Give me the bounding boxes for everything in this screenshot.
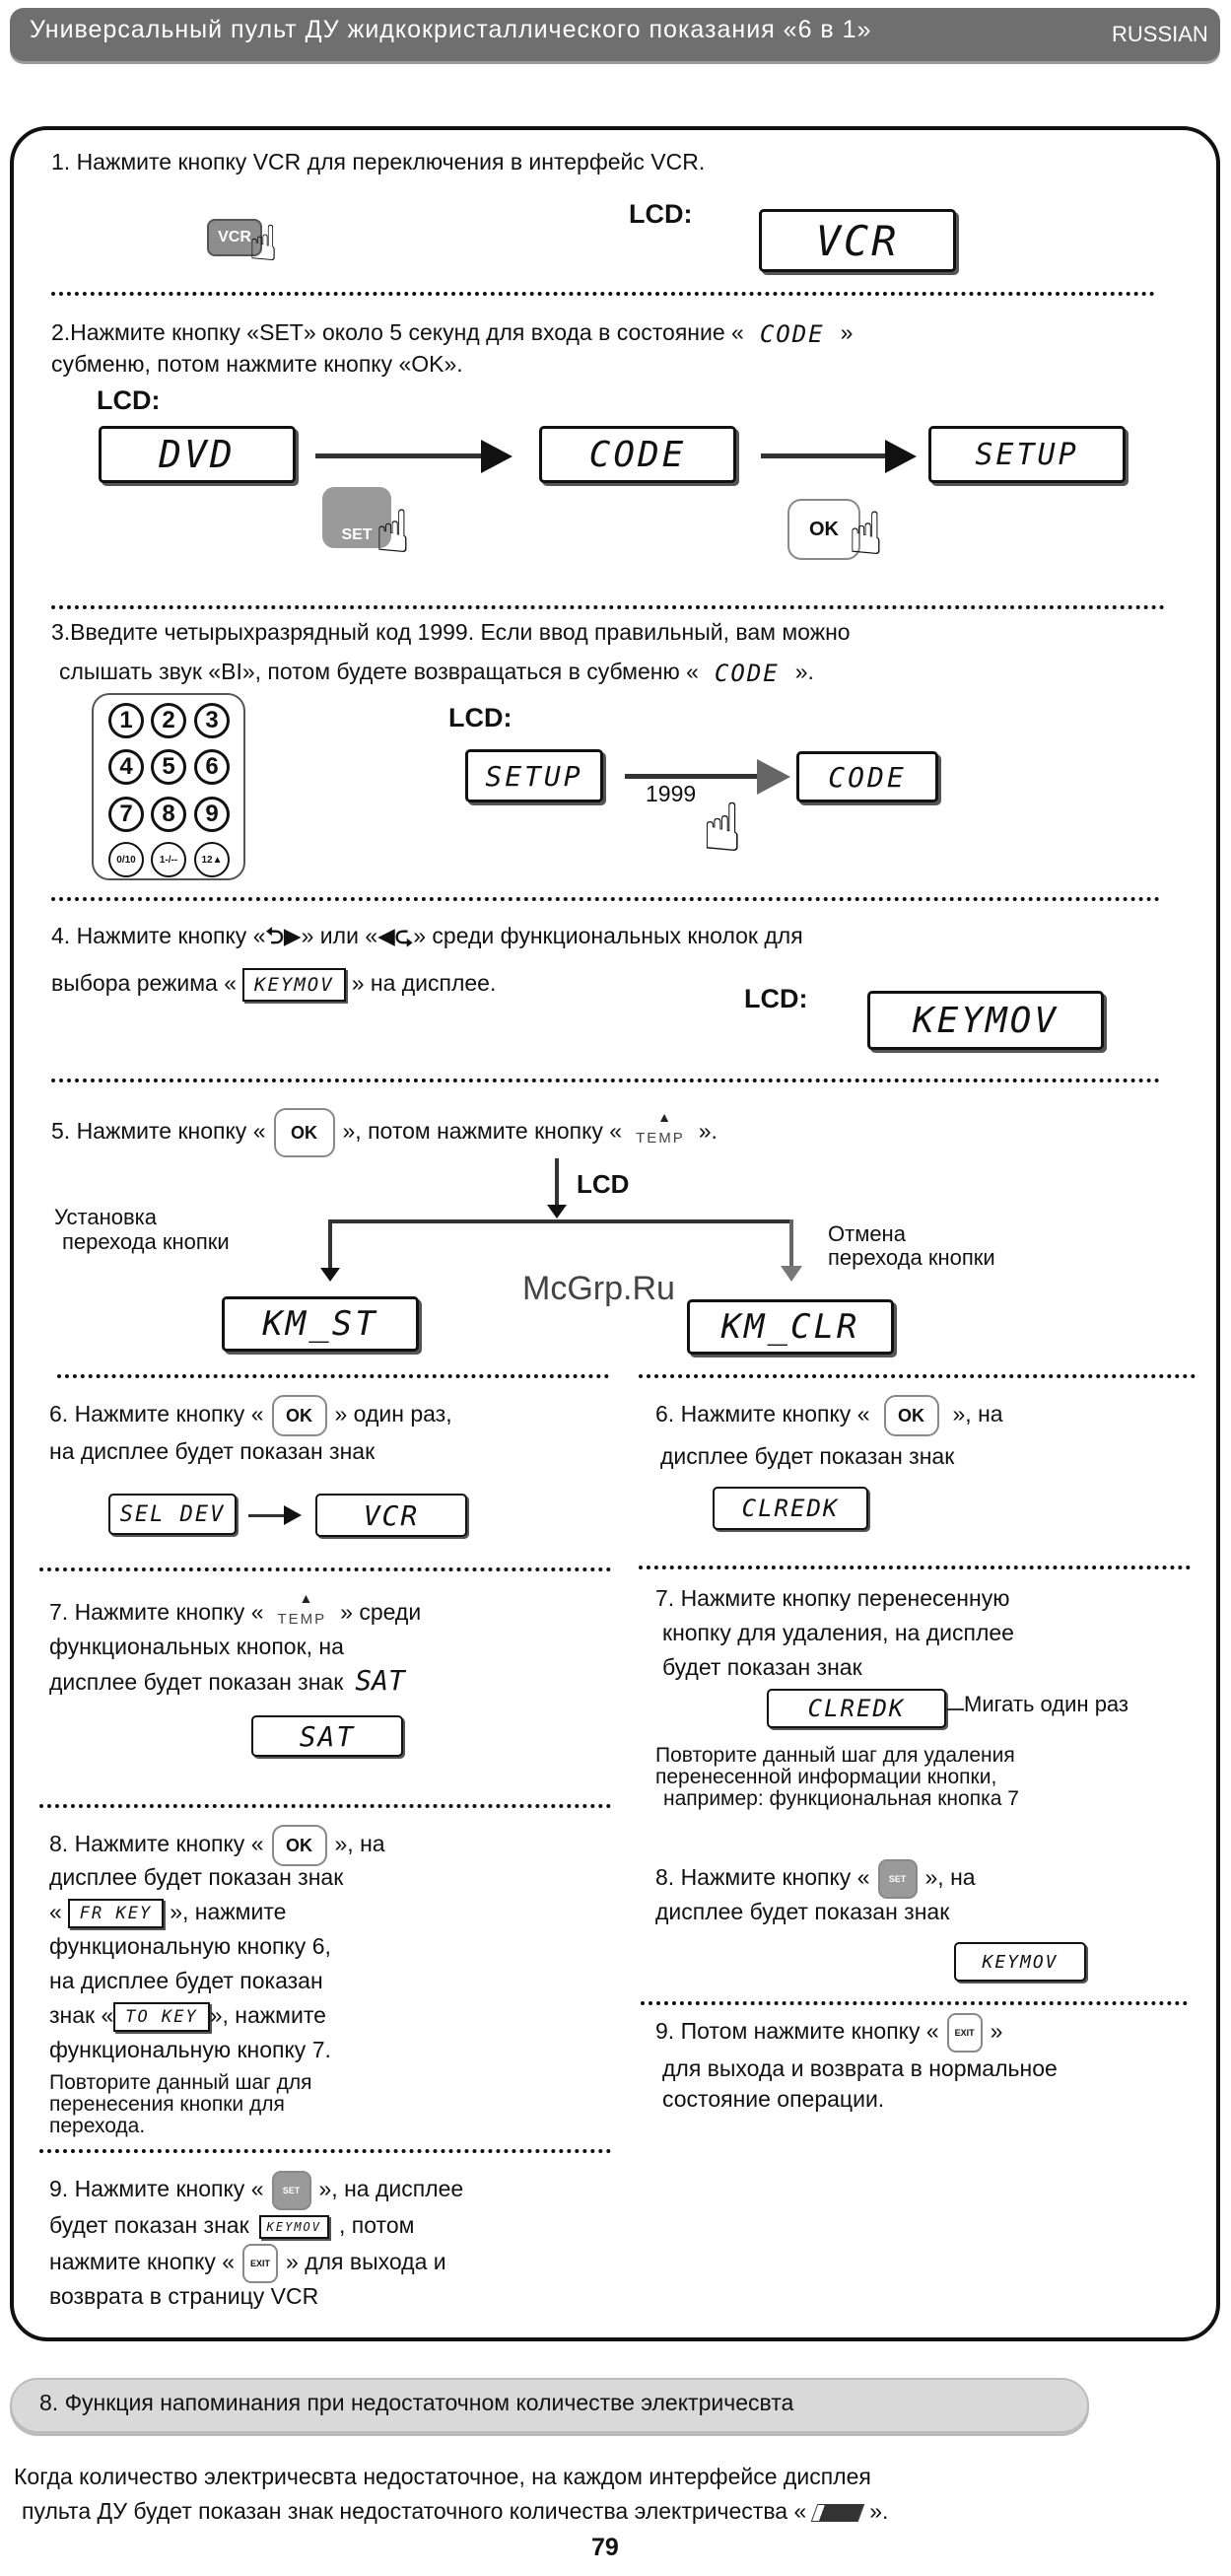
divider [51, 897, 1160, 901]
keypad-key-6: 6 [194, 749, 230, 785]
temp-button: ▲ TEMP [636, 1112, 685, 1165]
code-lcd-inline: CODE [759, 319, 825, 348]
left-step9-line2: будет показан знак KEYMOV , потом [49, 2212, 415, 2238]
lcd-display: SETUP [928, 426, 1126, 483]
right-step7-note: Повторите данный шаг для удаления перенесенной информации кнопки, например: функциональная кнопка 7 [655, 1744, 1019, 1810]
step5-text: 5. Нажмите кнопку « OK », потом нажмите кнопку «▲ TEMP ». [51, 1104, 718, 1159]
step3-line2: слышать звук «BI», потом будете возвращаться в субменю « CODE ». [59, 655, 814, 690]
divider [39, 1567, 611, 1571]
page-number: 79 [591, 2534, 619, 2561]
arrow-line [315, 453, 488, 458]
to-key-lcd: TO KEY [113, 2002, 209, 2032]
branch-right-label: Отмена перехода кнопки [828, 1221, 995, 1270]
lcd-display: SETUP [465, 749, 603, 802]
hand-icon: ☝ [848, 501, 884, 567]
step2-line1: 2.Нажмите кнопку «SET» около 5 секунд для входа в состояние « CODE » [51, 315, 853, 351]
left-step7-line3: дисплее будет показан знак SAT [49, 1664, 405, 1697]
left-step9-line1: 9. Нажмите кнопку « SET », на дисплее [49, 2167, 463, 2210]
temp-button: ▲ TEMP [278, 1603, 327, 1636]
divider [39, 2149, 611, 2153]
exit-button: EXIT [947, 2013, 983, 2053]
lcd-display: CODE [796, 751, 938, 802]
branch-line [328, 1219, 332, 1271]
keypad-key-10: 0/10 [108, 842, 144, 877]
lcd-display: KM_CLR [687, 1299, 894, 1355]
keypad-key-11: 1-/-- [151, 842, 186, 877]
function-arrow-icon: ◀⮎ [377, 923, 414, 948]
set-button: SET [272, 2171, 311, 2210]
ok-button: OK [272, 1395, 327, 1436]
keypad-key-5: 5 [151, 749, 186, 785]
arrow-head [781, 1266, 802, 1282]
ok-button: OK [274, 1108, 335, 1157]
keypad-key-8: 8 [151, 797, 186, 832]
blink-label: Мигать один раз [964, 1692, 1129, 1716]
arrow-line [555, 1158, 559, 1208]
branch-line [328, 1219, 793, 1223]
right-step7-line3: будет показан знак [662, 1654, 862, 1680]
divider [51, 605, 1165, 609]
arrow-head [757, 759, 790, 795]
arrow-line [625, 774, 763, 779]
arrow-head [547, 1205, 567, 1218]
branch-left-label: Установка перехода кнопки [54, 1205, 230, 1254]
right-step9-line2: для выхода и возврата в нормальное [662, 2055, 1058, 2081]
set-button-label: SET [341, 526, 373, 543]
mode-lcd-inline: KEYMOV [242, 968, 346, 1002]
lcd-label: LCD: [629, 199, 693, 229]
ok-button: OK [884, 1395, 939, 1436]
function-arrow-icon: ⮌▶ [265, 923, 302, 948]
hand-icon: ☝ [702, 791, 743, 866]
left-step8-line5: на дисплее будет показан [49, 1968, 323, 1993]
lcd-label: LCD [577, 1169, 630, 1199]
left-step7-line1: 7. Нажмите кнопку «▲ TEMP » среди [49, 1595, 421, 1631]
section8-title: 8. Функция напоминания при недостаточном количестве электричесвта [39, 2390, 794, 2415]
right-step9-line3: состояние операции. [662, 2086, 885, 2112]
battery-low-icon [811, 2504, 865, 2522]
right-step6-line1: 6. Нажмите кнопку « OK », на [655, 1392, 1003, 1436]
left-step8-line6: знак « TO KEY », нажмите [49, 1998, 326, 2032]
right-step7-line2: кнопку для удаления, на дисплее [662, 1620, 1014, 1645]
keypad-key-1: 1 [108, 703, 144, 738]
section8-para1: Когда количество электричесвта недостаточное, на каждом интерфейсе дисплея [14, 2464, 871, 2489]
keypad-key-9: 9 [194, 797, 230, 832]
divider [39, 1804, 611, 1808]
divider [57, 1374, 609, 1378]
lcd-label: LCD: [448, 703, 513, 732]
step3-line1: 3.Введите четырыхразрядный код 1999. Если ввод правильный, вам можно [51, 619, 851, 645]
arrow-line [761, 453, 889, 458]
left-step8-line3: « FR KEY », нажмите [49, 1895, 286, 1928]
right-step8-line1: 8. Нажмите кнопку « SET », на [655, 1855, 976, 1899]
vcr-button-label: VCR [218, 229, 251, 245]
step2-line2: субменю, потом нажмите кнопку «OK». [51, 351, 463, 377]
arrow-head [284, 1505, 302, 1525]
left-step9-line4: возврата в страницу VCR [49, 2283, 319, 2309]
keymov-lcd: KEYMOV [259, 2215, 329, 2239]
fr-key-lcd: FR KEY [68, 1899, 164, 1928]
code-lcd-inline: CODE [714, 659, 780, 687]
ok-button-label: OK [809, 518, 839, 540]
step1-text: 1. Нажмите кнопку VCR для переключения в интерфейс VCR. [51, 149, 706, 174]
divider [51, 1079, 1160, 1082]
left-step8-line2: дисплее будет показан знак [49, 1864, 344, 1890]
arrow-head [885, 440, 917, 473]
lcd-display: VCR [315, 1494, 467, 1537]
divider [639, 1566, 1191, 1569]
keypad-key-7: 7 [108, 797, 144, 832]
left-step8-line1: 8. Нажмите кнопку « OK », на [49, 1822, 385, 1866]
lcd-label: LCD: [744, 984, 808, 1013]
right-step9-line1: 9. Потом нажмите кнопку « EXIT » [655, 2009, 1002, 2053]
entered-code: 1999 [646, 781, 697, 806]
lcd-display: KEYMOV [867, 991, 1104, 1050]
keypad-key-4: 4 [108, 749, 144, 785]
lcd-label: LCD: [97, 385, 161, 415]
keypad-key-3: 3 [194, 703, 230, 738]
lcd-display: KM_ST [222, 1296, 419, 1352]
lcd-display: CLREDK [767, 1689, 946, 1728]
divider [639, 1374, 1196, 1378]
divider [51, 292, 1155, 296]
lcd-display: SEL DEV [108, 1494, 237, 1535]
left-step7-line2: функциональных кнопок, на [49, 1634, 344, 1659]
lcd-display: KEYMOV [954, 1942, 1086, 1982]
section8-para2: пульта ДУ будет показан знак недостаточного количества электричества « ». [22, 2498, 889, 2524]
left-step6-line1: 6. Нажмите кнопку « OK » один раз, [49, 1392, 452, 1436]
keypad-key-2: 2 [151, 703, 186, 738]
step4-line1: 4. Нажмите кнопку «⮌▶» или «◀⮎» среди функциональных кнолок для [51, 923, 803, 948]
left-step6-line2: на дисплее будет показан знак [49, 1438, 376, 1464]
divider [641, 2001, 1188, 2005]
ok-button: OK [272, 1825, 327, 1866]
lcd-display: SAT [251, 1715, 403, 1757]
arrow-line [248, 1514, 286, 1517]
hand-icon: ☝ [248, 216, 279, 271]
hand-icon: ☝ [375, 499, 411, 565]
arrow-head [320, 1268, 340, 1282]
header-title: Универсальный пульт ДУ жидкокристаллического показания «6 в 1» [30, 16, 872, 43]
header-lang: RUSSIAN [1112, 22, 1208, 46]
right-step6-line2: дисплее будет показан знак [660, 1443, 955, 1469]
lcd-display: VCR [759, 209, 956, 272]
left-step8-line7: функциональную кнопку 7. [49, 2037, 331, 2062]
sat-symbol: SAT [355, 1664, 405, 1697]
branch-line [789, 1219, 793, 1269]
exit-button: EXIT [242, 2244, 278, 2283]
lcd-display: DVD [99, 426, 296, 483]
step4-line2: выбора режима « KEYMOV » на дисплее. [51, 966, 496, 1002]
lcd-display: CODE [539, 426, 736, 483]
watermark: McGrp.Ru [522, 1270, 675, 1307]
left-step8-note: Повторите данный шаг для перенесения кнопки для перехода. [49, 2071, 312, 2137]
keypad-key-12: 12▲ [194, 842, 230, 877]
right-step8-line2: дисплее будет показан знак [655, 1899, 950, 1924]
left-step9-line3: нажмите кнопку « EXIT » для выхода и [49, 2240, 446, 2283]
arrow-line [946, 1708, 964, 1710]
left-step8-line4: функциональную кнопку 6, [49, 1933, 331, 1959]
lcd-display: CLREDK [713, 1487, 868, 1530]
arrow-head [481, 440, 513, 473]
right-step7-line1: 7. Нажмите кнопку перенесенную [655, 1585, 1010, 1611]
set-button: SET [878, 1859, 918, 1899]
